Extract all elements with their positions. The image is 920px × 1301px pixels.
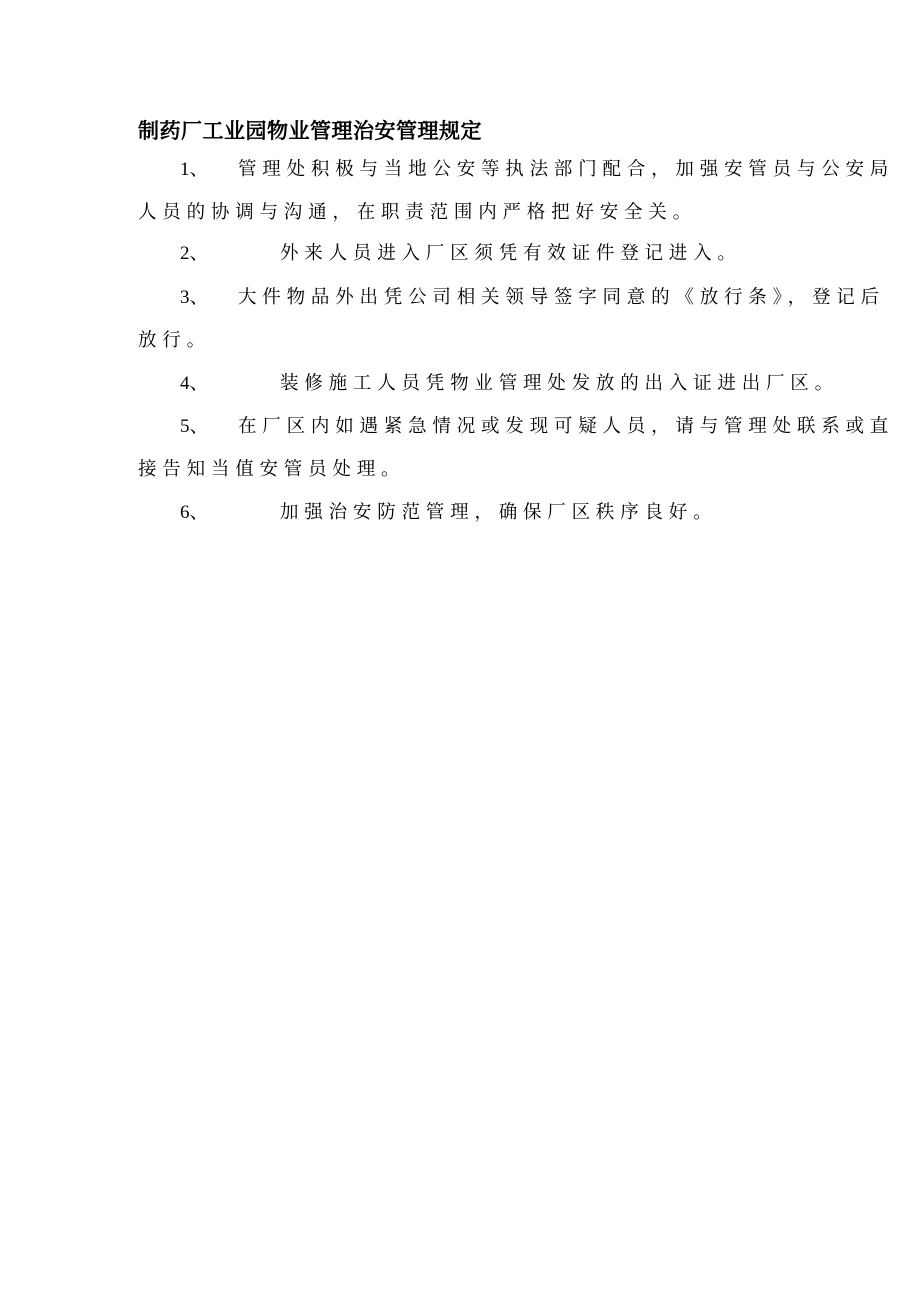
item-number: 1、	[180, 159, 209, 180]
item-number: 4、	[180, 373, 209, 394]
item-number: 5、	[180, 416, 209, 437]
item-text: 大件物品外出凭公司相关领导签字同意的《放行条》，登记后	[238, 287, 885, 308]
item-text-continued: 接告知当值安管员处理。	[138, 459, 406, 480]
item-text-continued: 人员的协调与沟通，在职责范围内严格把好安全关。	[138, 202, 697, 223]
item-text-continued: 放行。	[138, 330, 211, 351]
item-number: 3、	[180, 287, 209, 308]
item-text: 装修施工人员凭物业管理处发放的出入证进出厂区。	[280, 373, 839, 394]
item-text: 加强治安防范管理，确保厂区秩序良好。	[280, 502, 718, 523]
item-text: 在厂区内如遇紧急情况或发现可疑人员，请与管理处联系或直	[238, 416, 895, 437]
item-text: 管理处积极与当地公安等执法部门配合，加强安管员与公安局	[238, 159, 895, 180]
item-text: 外来人员进入厂区须凭有效证件登记进入。	[280, 243, 742, 264]
item-number: 6、	[180, 502, 209, 523]
item-number: 2、	[180, 243, 209, 264]
document-title: 制药厂工业园物业管理治安管理规定	[138, 119, 482, 143]
